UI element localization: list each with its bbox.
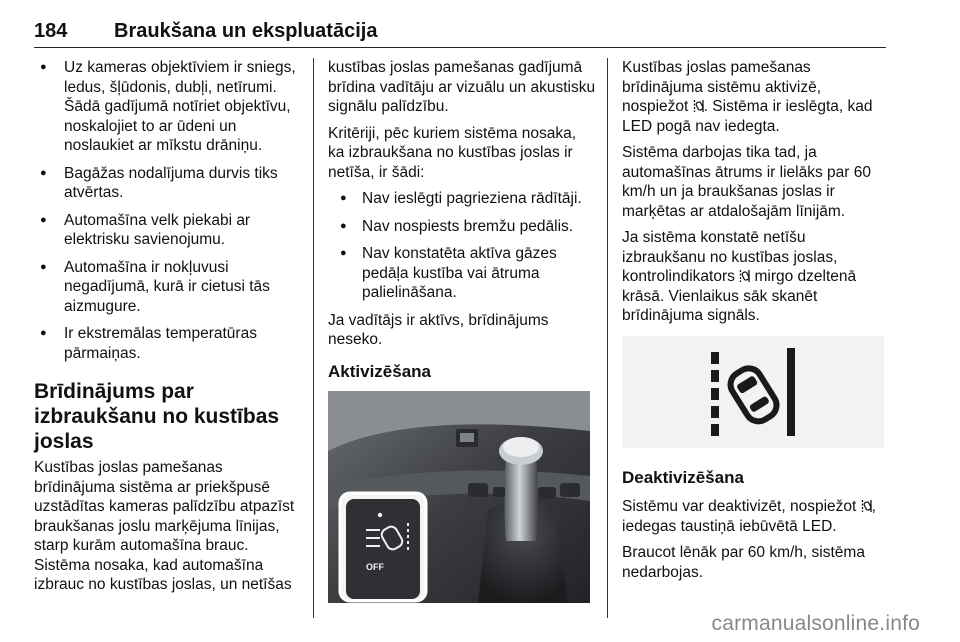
page-header [34, 6, 886, 48]
subheading-deactivation: Deaktivizēšana [622, 467, 744, 487]
section-heading: Brīdinājums par izbraukšanu no kustības joslas [34, 380, 280, 453]
text-fragment: Kustības joslas pamešanas brīdinājuma sistēmu aktivizē, nospiežot [622, 59, 821, 115]
list-item: ● Nav nospiests bremžu pedālis. [328, 217, 596, 237]
text-fragment: Ja sistēma konstatē netīšu izbraukšanu no kustības joslas, kontrolindikators [622, 229, 838, 285]
criteria-list [328, 189, 596, 303]
column-divider [607, 58, 608, 618]
lane-warning-indicator [622, 336, 884, 448]
lane-indicator-icon [739, 269, 750, 283]
page-number: 184 [34, 20, 68, 42]
paragraph: Ja vadītājs ir aktīvs, brīdinājums neseko. [328, 311, 549, 348]
list-item: ● Nav konstatēta aktīva gāzes pedāļa kustība vai ātruma palielināšana. [328, 244, 596, 303]
text-fragment: , iedegas taustiņā iebūvētā LED. [622, 498, 876, 535]
text-fragment: mirgo dzeltenā krāsā. Vienlaikus sāk skanēt brīdinājuma signāls. [622, 268, 857, 324]
lane-departure-icon [861, 499, 872, 513]
paragraph: Braucot lēnāk par 60 km/h, sistēma nedarbojas. [622, 544, 865, 581]
column-2 [328, 58, 596, 603]
subheading-activation: Aktivizēšana [328, 361, 431, 381]
column-divider [313, 58, 314, 618]
camera-conditions-list [34, 58, 300, 363]
lane-departure-icon [693, 99, 704, 113]
paragraph: Sistēma nosaka, kad automašīna izbrauc no kustības joslas, un netīšas [34, 556, 292, 593]
paragraph: Kritēriji, pēc kuriem sistēma nosaka, ka izbraukšana no kustības joslas ir netīša, ir šādi: [328, 124, 577, 181]
column-1 [34, 58, 300, 602]
paragraph: Sistēma darbojas tika tad, ja automašīnas ātrums ir lielāks par 60 km/h un ja braukšanas joslas ir marķētas ar atdalošajām līnijām. [622, 144, 871, 220]
paragraph [622, 58, 890, 136]
list-item: ● Uz kameras objektīviem ir sniegs, ledus, šļūdonis, dubļi, netīrumi. Šādā gadījumā notīriet objektīvu, noskalojiet to ar ūdeni un noslaukiet ar mīkstu drāniņu. [34, 58, 300, 156]
lane-warning-icon [703, 342, 803, 442]
text-fragment: . Sistēma ir ieslēgta, kad LED pogā nav iedegta. [622, 98, 873, 135]
watermark: carmanualsonline.info [711, 612, 920, 635]
paragraph: kustības joslas pamešanas gadījumā brīdina vadītāju ar vizuālu un akustisku signālu palīdzību. [328, 59, 596, 115]
paragraph [622, 228, 890, 326]
paragraph [622, 497, 890, 536]
list-item: ● Bagāžas nodalījuma durvis tiks atvērtas. [34, 164, 300, 203]
column-3 [622, 58, 890, 589]
list-item: ● Automašīna velk piekabi ar elektrisku savienojumu. [34, 211, 300, 250]
chapter-title: Braukšana un ekspluatācija [114, 20, 378, 42]
list-item: ● Nav ieslēgti pagrieziena rādītāji. [328, 189, 596, 209]
text-fragment: Sistēmu var deaktivizēt, nospiežot [622, 498, 857, 515]
paragraph: Kustības joslas pamešanas brīdinājuma sistēma ar priekšpusē uzstādītas kameras palīdzību atpazīst braukšanas joslu marķējuma līnijas, starp kurām automašīna brauc. [34, 459, 295, 554]
list-item: ● Ir ekstremālas temperatūras pārmaiņas. [34, 324, 300, 363]
off-button-label: OFF [366, 562, 384, 572]
console-photo [328, 391, 590, 603]
list-item: ● Automašīna ir nokļuvusi negadījumā, kurā ir cietusi tās aizmugure. [34, 258, 300, 317]
